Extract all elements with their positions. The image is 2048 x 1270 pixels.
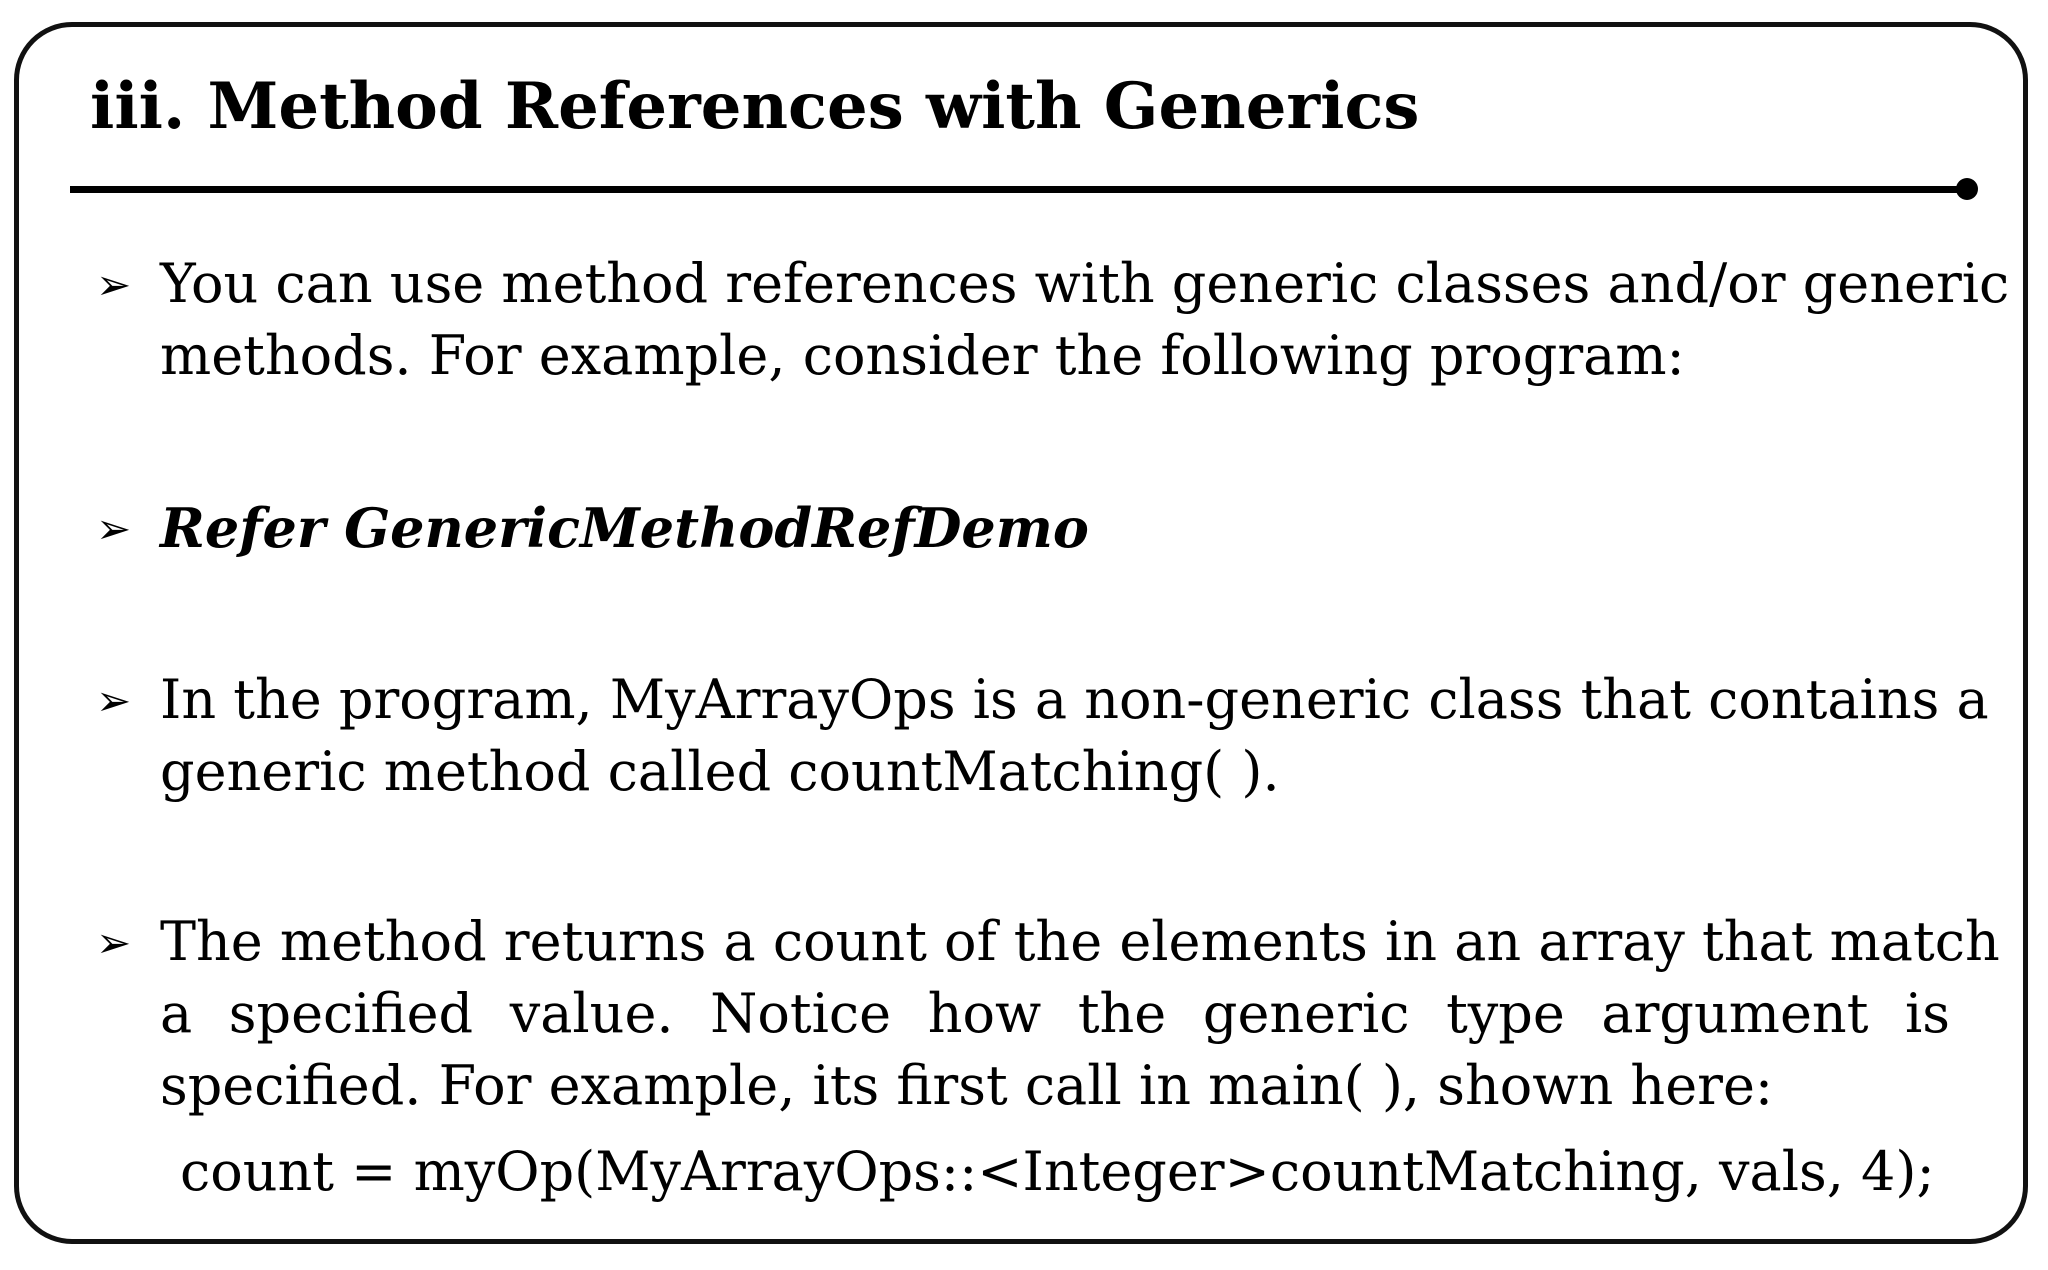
bullet-arrow-icon: ➢ [96, 504, 132, 553]
bullet-text-2 [160, 492, 1950, 564]
bullet-arrow-icon: ➢ [96, 260, 132, 309]
divider-end-dot [1956, 178, 1978, 200]
bullet-4-line-1: The method returns a count of the elements in an array that match [160, 910, 2000, 973]
bullet-4-line-2: a specified value. Notice how the generic type argument is [160, 982, 1950, 1045]
bullet-arrow-icon: ➢ [96, 676, 132, 725]
bullet-text-4 [160, 906, 2000, 1122]
bullet-text-1 [160, 248, 2010, 392]
bullet-3-line-1: In the program, MyArrayOps is a non-generic class that contains a [160, 668, 1989, 731]
bullet-1-line-2: methods. For example, consider the following program: [160, 324, 1685, 387]
bullet-4-line-3: specified. For example, its first call in main( ), shown here: [160, 1054, 1774, 1117]
code-example: count = myOp(MyArrayOps::<Integer>countMatching, vals, 4); [180, 1140, 1935, 1203]
title-divider [70, 186, 1970, 193]
bullet-text-3 [160, 664, 1989, 808]
slide-title: iii. Method References with Generics [90, 69, 1420, 144]
bullet-3-line-2: generic method called countMatching( ). [160, 740, 1280, 803]
bullet-arrow-icon: ➢ [96, 918, 132, 967]
bullet-1-line-1: You can use method references with generic classes and/or generic [160, 252, 2010, 315]
bullet-2-line-1: Refer GenericMethodRefDemo [160, 496, 1089, 560]
